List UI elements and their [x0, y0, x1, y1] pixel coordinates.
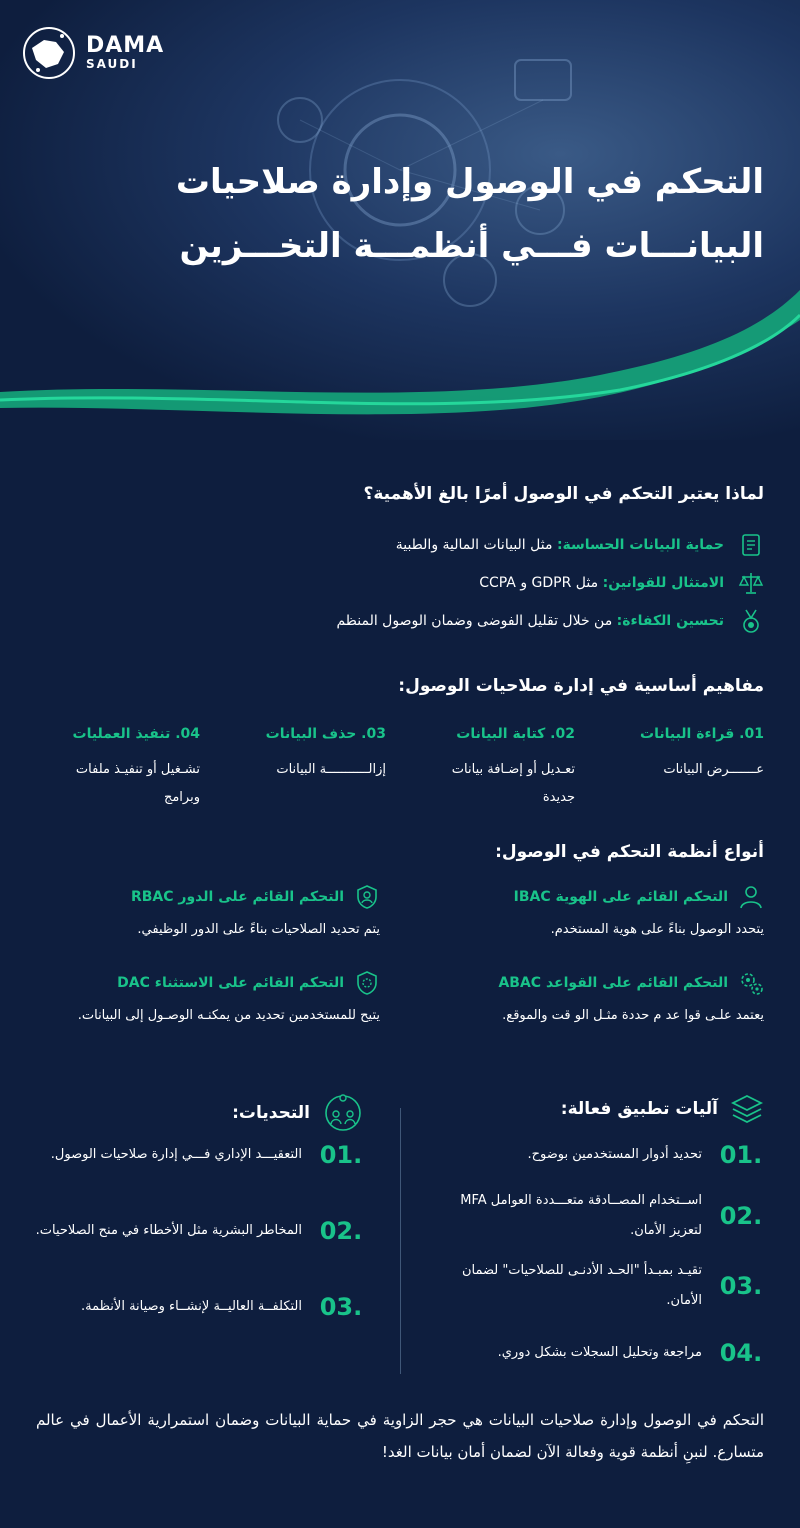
- people-network-icon: [322, 1092, 364, 1134]
- importance-text: مثل البيانات المالية والطبية: [395, 537, 557, 553]
- importance-item: [396, 532, 764, 558]
- footer-text: التحكم في الوصول وإدارة صلاحيات البيانات هي حجر الزاوية في حماية البيانات وضمان استمرارية الأعمال في عالم متسارع. لنبنِ أنظمة قوية وفعالة الآن لضمان أمان بيانات الغد!: [36, 1411, 764, 1461]
- brand-sub: SAUDI: [86, 57, 138, 71]
- layers-icon: [730, 1092, 764, 1126]
- mechanisms-header: [561, 1092, 764, 1126]
- challenge-number: .03: [319, 1293, 363, 1321]
- concept-item: [236, 720, 386, 784]
- importance-item: [479, 570, 764, 596]
- mechanism-number: .04: [719, 1339, 763, 1367]
- concept-title: 01. قراءة البيانات: [640, 726, 764, 742]
- concepts-heading: مفاهيم أساسية في إدارة صلاحيات الوصول:: [398, 676, 764, 696]
- challenge-item: [34, 1292, 364, 1322]
- concept-title: 04. تنفيذ العمليات: [72, 726, 200, 742]
- concept-item: [50, 720, 200, 812]
- control-type-item: [40, 884, 380, 942]
- brand-logo: [22, 26, 164, 80]
- control-type-item: [424, 884, 764, 942]
- shield-gear-icon: [354, 970, 380, 996]
- mechanism-item: [434, 1338, 764, 1368]
- user-icon: [738, 884, 764, 910]
- mechanism-text: اســتخدام المصــادقة متعـــددة العوامل MFA لتعزيز الأمان.: [460, 1193, 702, 1238]
- column-divider: [400, 1108, 401, 1374]
- control-type-text: يعتمد علـى قوا عد م حددة مثـل الو قت والموقع.: [502, 1008, 764, 1023]
- challenge-text: التكلفــة العاليــة لإنشــاء وصيانة الأنظمة.: [81, 1299, 302, 1314]
- challenge-number: .02: [319, 1217, 363, 1245]
- mechanism-number: .02: [719, 1202, 763, 1230]
- concept-text: تعـديل أو إضـافة بيانات جديدة: [451, 762, 575, 805]
- concept-text: تشـغيل أو تنفيـذ ملفات وبرامج: [75, 762, 200, 805]
- document-icon: [738, 532, 764, 558]
- importance-text: من خلال تقليل الفوضى وضمان الوصول المنظم: [336, 613, 617, 629]
- title-line-1: التحكم في الوصول وإدارة صلاحيات: [175, 162, 764, 202]
- scales-icon: [738, 570, 764, 596]
- mechanism-item: [434, 1256, 764, 1316]
- challenges-header: [232, 1092, 364, 1134]
- mechanism-number: .03: [719, 1272, 763, 1300]
- mechanisms-heading: آليات تطبيق فعالة:: [560, 1099, 718, 1119]
- control-type-item: [40, 970, 380, 1028]
- shield-user-icon: [354, 884, 380, 910]
- types-heading: أنواع أنظمة التحكم في الوصول:: [495, 842, 764, 862]
- mechanism-item: [434, 1186, 764, 1246]
- challenges-heading: التحديات:: [232, 1103, 310, 1123]
- control-type-text: يتم تحديد الصلاحيات بناءً على الدور الوظيفي.: [137, 922, 380, 937]
- hero-banner: [0, 0, 800, 440]
- title-line-2: البيانـــات فـــي أنظمـــة التخـــزين: [179, 226, 764, 266]
- challenge-item: [34, 1140, 364, 1170]
- concept-item: [614, 720, 764, 784]
- mechanism-text: مراجعة وتحليل السجلات بشكل دوري.: [497, 1345, 702, 1360]
- importance-text: مثل GDPR و CCPA: [479, 575, 603, 591]
- challenge-text: المخاطر البشرية مثل الأخطاء في منح الصلاحيات.: [35, 1223, 302, 1238]
- control-type-title: التحكم القائم على الدور RBAC: [130, 889, 344, 905]
- page-title: [176, 150, 764, 278]
- importance-heading: لماذا يعتبر التحكم في الوصول أمرًا بالغ الأهمية؟: [363, 484, 764, 504]
- medal-icon: [738, 608, 764, 634]
- control-type-text: يتحدد الوصول بناءً على هوية المستخدم.: [550, 922, 764, 937]
- concept-title: 03. حذف البيانات: [265, 726, 386, 742]
- mechanism-number: .01: [719, 1141, 763, 1169]
- mechanism-text: تحديد أدوار المستخدمين بوضوح.: [527, 1147, 702, 1162]
- challenge-item: [34, 1216, 364, 1246]
- concept-text: إزالـــــــــــة البيانات: [276, 762, 386, 777]
- mechanism-item: [434, 1140, 764, 1170]
- brand-name: DAMA: [86, 33, 165, 58]
- concept-title: 02. كتابة البيانات: [456, 726, 575, 742]
- mechanism-text: تقيـد بمبـدأ "الحـد الأدنـى للصلاحيات" لضمان الأمان.: [461, 1263, 702, 1308]
- control-type-text: يتيح للمستخدمين تحديد من يمكنـه الوصـول إلى البيانات.: [77, 1008, 380, 1023]
- gears-icon: [738, 970, 764, 996]
- importance-label: حماية البيانات الحساسة:: [556, 537, 724, 553]
- control-type-title: التحكم القائم على الاستثناء DAC: [117, 975, 344, 991]
- concept-item: [425, 720, 575, 812]
- concept-text: عـــــــرض البيانات: [663, 762, 764, 777]
- globe-logo-icon: [22, 26, 76, 80]
- challenge-number: .01: [319, 1141, 363, 1169]
- importance-label: تحسين الكفاءة:: [616, 613, 724, 629]
- importance-item: [336, 608, 764, 634]
- control-type-title: التحكم القائم على القواعد ABAC: [498, 975, 728, 991]
- control-type-item: [424, 970, 764, 1028]
- importance-label: الامتثال للقوانين:: [602, 575, 724, 591]
- control-type-title: التحكم القائم على الهوية IBAC: [513, 889, 728, 905]
- challenge-text: التعقيـــد الإداري فـــي إدارة صلاحيات الوصول.: [50, 1147, 302, 1162]
